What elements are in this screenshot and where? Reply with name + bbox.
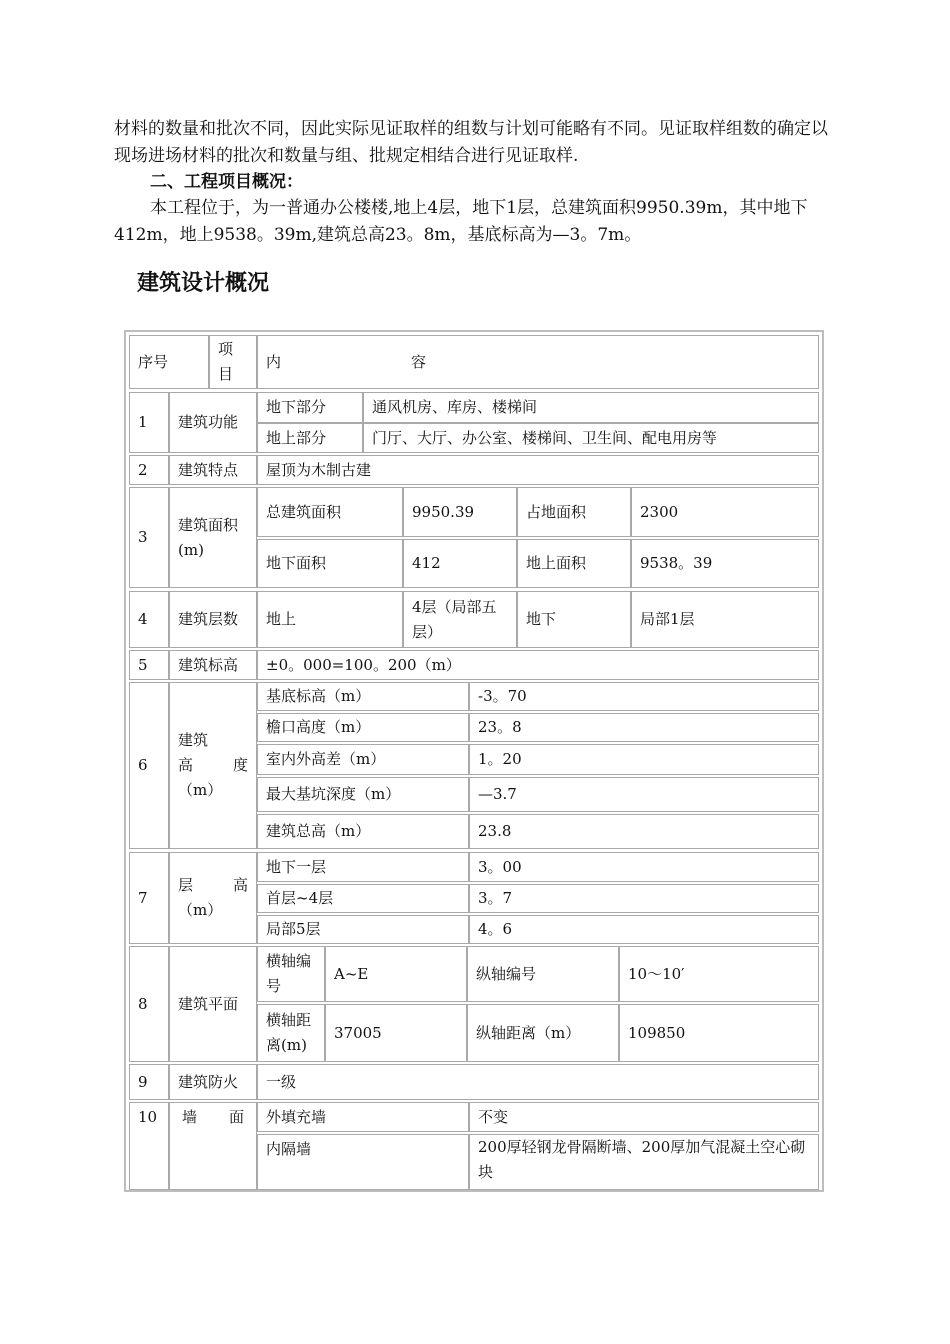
row6-label: 建筑总高（m）: [257, 814, 469, 849]
header-no: 序号: [129, 335, 209, 389]
row3-land-area-value: 2300: [631, 487, 819, 537]
row4-no: 4: [129, 591, 169, 648]
row1-item: 建筑功能: [169, 392, 257, 453]
row5-no: 5: [129, 650, 169, 680]
row6-item: 建筑 高 度 （m）: [169, 682, 257, 849]
row6-value: -3。70: [469, 682, 819, 711]
row4-above-value: 4层（局部五层）: [403, 591, 517, 648]
row10-no: 10: [129, 1102, 169, 1190]
header-item: 项目: [209, 335, 257, 389]
row10-interior-wall-label: 内隔墙: [257, 1134, 469, 1190]
row6-label: 檐口高度（m）: [257, 713, 469, 742]
row1-underground-label: 地下部分: [257, 392, 363, 423]
row1-no: 1: [129, 392, 169, 453]
row5-value: ±0。000=100。200（m）: [257, 650, 819, 680]
row3-underground-area-label: 地下面积: [257, 539, 403, 588]
row7-value: 3。7: [469, 884, 819, 913]
row3-total-area-value: 9950.39: [403, 487, 517, 537]
row3-total-area-label: 总建筑面积: [257, 487, 403, 537]
page-title: 建筑设计概况: [137, 271, 270, 296]
row8-v-axis-label: 纵轴编号: [467, 946, 619, 1002]
row7-value: 3。00: [469, 852, 819, 882]
row1-underground-value: 通风机房、库房、楼梯间: [363, 392, 819, 423]
intro-paragraph-2: 本工程位于，为一普通办公楼楼,地上4层，地下1层，总建筑面积9950.39m，其中地下412m，地上9538。39m,建筑总高23。8m，基底标高为—3。7m。: [114, 198, 808, 245]
section-heading-project-overview: 二、工程项目概况：: [150, 172, 303, 192]
row5-item: 建筑标高: [169, 650, 257, 680]
row6-value: 1。20: [469, 744, 819, 775]
row8-h-distance-label: 横轴距离(m): [257, 1004, 325, 1062]
row6-value: 23.8: [469, 814, 819, 849]
row3-underground-area-value: 412: [403, 539, 517, 588]
row8-h-axis-label: 横轴编号: [257, 946, 325, 1002]
row6-label: 室内外高差（m）: [257, 744, 469, 775]
row6-label: 基底标高（m）: [257, 682, 469, 711]
row3-item: 建筑面积(m): [169, 487, 257, 588]
row8-v-axis-value: 10～10′: [619, 946, 819, 1002]
row9-item: 建筑防火: [169, 1064, 257, 1100]
row8-item: 建筑平面: [169, 946, 257, 1062]
row6-value: —3.7: [469, 777, 819, 812]
header-content: 内 容: [257, 335, 819, 389]
row7-label: 地下一层: [257, 852, 469, 882]
row9-no: 9: [129, 1064, 169, 1100]
row1-aboveground-value: 门厅、大厅、办公室、楼梯间、卫生间、配电用房等: [363, 423, 819, 453]
row4-item: 建筑层数: [169, 591, 257, 648]
row8-h-distance-value: 37005: [325, 1004, 467, 1062]
row10-item: 墙 面: [169, 1102, 257, 1190]
row4-above-label: 地上: [257, 591, 403, 648]
row2-value: 屋顶为木制古建: [257, 455, 819, 485]
row2-item: 建筑特点: [169, 455, 257, 485]
row6-value: 23。8: [469, 713, 819, 742]
row8-v-distance-label: 纵轴距离（m）: [467, 1004, 619, 1062]
row8-h-axis-value: A~E: [325, 946, 467, 1002]
row7-label: 首层~4层: [257, 884, 469, 913]
row9-value: 一级: [257, 1064, 819, 1100]
row6-label: 最大基坑深度（m）: [257, 777, 469, 812]
row7-label: 局部5层: [257, 915, 469, 944]
row8-v-distance-value: 109850: [619, 1004, 819, 1062]
row8-no: 8: [129, 946, 169, 1062]
row10-exterior-wall-value: 不变: [469, 1102, 819, 1132]
row3-land-area-label: 占地面积: [517, 487, 631, 537]
row6-no: 6: [129, 682, 169, 849]
row10-exterior-wall-label: 外填充墙: [257, 1102, 469, 1132]
row1-aboveground-label: 地上部分: [257, 423, 363, 453]
row2-no: 2: [129, 455, 169, 485]
row4-below-label: 地下: [517, 591, 631, 648]
intro-paragraph-1: 材料的数量和批次不同，因此实际见证取样的组数与计划可能略有不同。见证取样组数的确定以现场进场材料的批次和数量与组、批规定相结合进行见证取样.: [114, 119, 828, 166]
row3-no: 3: [129, 487, 169, 588]
row3-aboveground-area-value: 9538。39: [631, 539, 819, 588]
row4-below-value: 局部1层: [631, 591, 819, 648]
row7-value: 4。6: [469, 915, 819, 944]
row7-item: 层 高 （m）: [169, 852, 257, 944]
row7-no: 7: [129, 852, 169, 944]
row10-interior-wall-value: 200厚轻钢龙骨隔断墙、200厚加气混凝土空心砌块: [469, 1134, 819, 1190]
row3-aboveground-area-label: 地上面积: [517, 539, 631, 588]
